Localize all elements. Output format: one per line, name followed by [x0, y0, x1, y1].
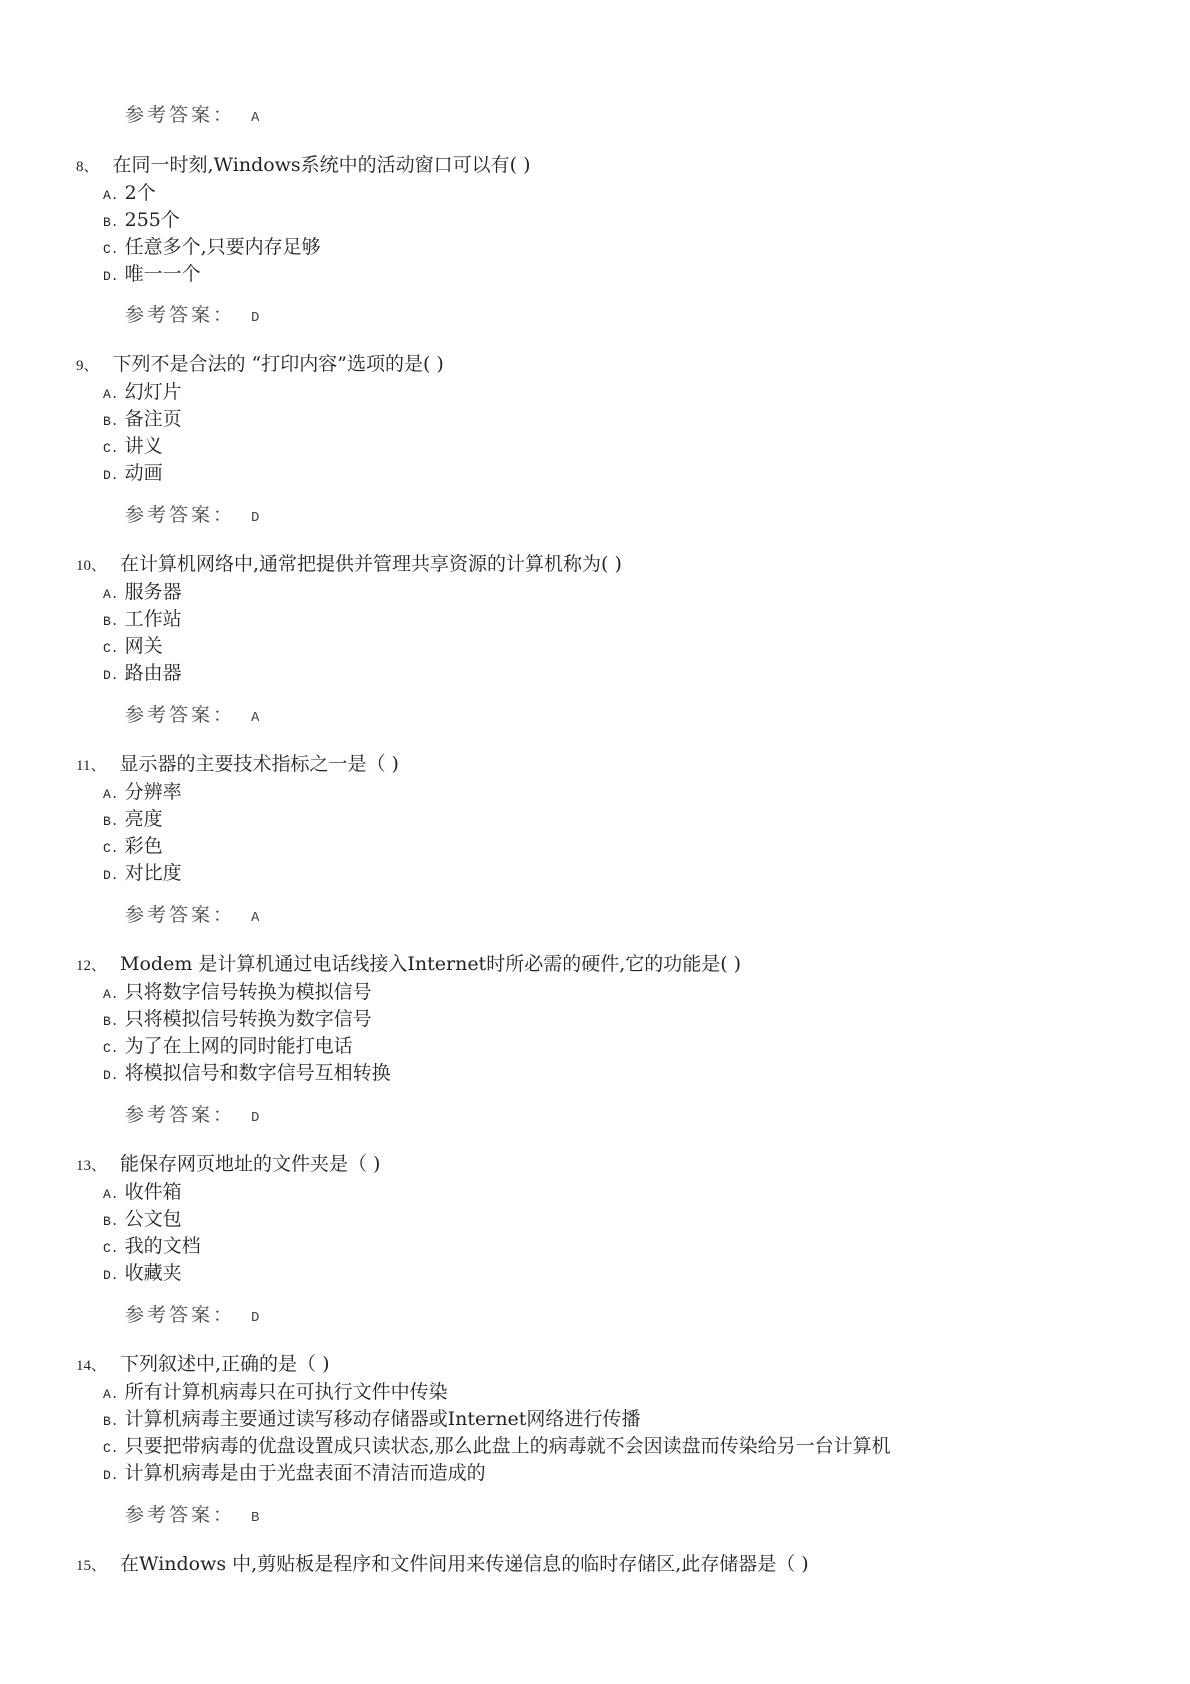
option-letter: D.: [103, 1268, 119, 1283]
option-text: 为了在上网的同时能打电话: [124, 1035, 353, 1057]
option-text: 唯一一个: [124, 263, 201, 285]
question-text: 显示器的主要技术指标之一是（ ): [119, 753, 399, 775]
question-number: 9、: [76, 358, 99, 374]
question-text: 下列叙述中,正确的是（ ): [120, 1353, 330, 1375]
answer-label: 参考答案：: [125, 1504, 236, 1526]
option-c: [103, 1231, 201, 1258]
answer-label: 参考答案：: [125, 1104, 236, 1126]
option-text: 所有计算机病毒只在可执行文件中传染: [124, 1381, 448, 1403]
answer-line: [125, 1100, 260, 1127]
option-text: 幻灯片: [124, 381, 182, 403]
option-letter: B.: [103, 1414, 119, 1429]
option-text: 只将模拟信号转换为数字信号: [124, 1008, 372, 1030]
option-text: 收件箱: [124, 1181, 182, 1203]
option-text: 亮度: [124, 808, 163, 830]
question-14: [76, 1349, 330, 1376]
option-letter: A.: [103, 1387, 119, 1402]
option-d: [103, 458, 163, 485]
option-a: [103, 1377, 448, 1404]
option-text: 将模拟信号和数字信号互相转换: [124, 1062, 391, 1084]
answer-label: 参考答案：: [125, 1304, 236, 1326]
option-text: 任意多个,只要内存足够: [124, 236, 321, 258]
option-b: [103, 205, 180, 232]
option-b: [103, 1004, 372, 1031]
option-text: 动画: [124, 462, 163, 484]
option-text: 分辨率: [124, 781, 182, 803]
answer-value: D: [251, 1110, 261, 1126]
option-text: 255个: [124, 209, 180, 231]
option-letter: A.: [103, 188, 119, 203]
answer-line: [125, 500, 260, 527]
option-letter: D.: [103, 468, 119, 483]
answer-label: 参考答案：: [125, 904, 236, 926]
option-d: [103, 1458, 486, 1485]
option-b: [103, 404, 182, 431]
option-letter: C.: [103, 1041, 119, 1056]
answer-value: A: [251, 110, 261, 126]
option-c: [103, 631, 163, 658]
option-letter: B.: [103, 414, 119, 429]
option-text: 网关: [124, 635, 163, 657]
option-letter: B.: [103, 1214, 119, 1229]
option-text: 讲义: [124, 435, 163, 457]
option-text: 路由器: [124, 662, 182, 684]
option-a: [103, 777, 182, 804]
option-c: [103, 1031, 353, 1058]
question-text: 能保存网页地址的文件夹是（ ): [120, 1153, 381, 1175]
option-letter: D.: [103, 868, 119, 883]
option-text: 彩色: [124, 835, 163, 857]
option-a: [103, 977, 372, 1004]
option-c: [103, 831, 163, 858]
question-text: 下列不是合法的 “打印内容”选项的是( ): [112, 353, 444, 375]
option-text: 服务器: [124, 581, 182, 603]
option-letter: B.: [103, 614, 119, 629]
answer-line: [125, 1300, 260, 1327]
option-b: [103, 1204, 182, 1231]
option-b: [103, 804, 163, 831]
option-letter: D.: [103, 269, 119, 284]
option-c: [103, 431, 163, 458]
answer-line: [125, 100, 260, 127]
option-d: [103, 1058, 391, 1085]
option-d: [103, 658, 182, 685]
option-d: [103, 858, 182, 885]
option-d: [103, 1258, 182, 1285]
option-letter: C.: [103, 242, 119, 257]
answer-label: 参考答案：: [125, 504, 236, 526]
option-text: 只将数字信号转换为模拟信号: [124, 981, 372, 1003]
option-letter: A.: [103, 387, 119, 402]
option-letter: D.: [103, 668, 119, 683]
option-text: 对比度: [124, 862, 182, 884]
option-text: 只要把带病毒的优盘设置成只读状态,那么此盘上的病毒就不会因读盘而传染给另一台计算机: [124, 1435, 891, 1457]
answer-line: [125, 900, 260, 927]
option-letter: D.: [103, 1068, 119, 1083]
question-13: [76, 1149, 380, 1176]
option-letter: A.: [103, 987, 119, 1002]
question-text: Modem 是计算机通过电话线接入Internet时所必需的硬件,它的功能是( ): [120, 953, 742, 975]
option-letter: C.: [103, 1441, 119, 1456]
answer-label: 参考答案：: [125, 104, 236, 126]
answer-value: A: [251, 710, 261, 726]
question-10: [76, 549, 622, 576]
option-letter: D.: [103, 1468, 119, 1483]
answer-value: B: [251, 1510, 261, 1526]
option-text: 2个: [124, 182, 156, 204]
option-a: [103, 577, 182, 604]
option-b: [103, 604, 182, 631]
answer-line: [125, 1500, 260, 1527]
question-number: 14、: [76, 1358, 107, 1374]
option-letter: C.: [103, 641, 119, 656]
question-number: 10、: [76, 558, 107, 574]
option-text: 公文包: [124, 1208, 182, 1230]
option-b: [103, 1404, 640, 1431]
question-8: [76, 150, 531, 177]
answer-value: D: [251, 1310, 261, 1326]
question-number: 13、: [76, 1158, 107, 1174]
question-number: 11、: [76, 758, 106, 774]
option-letter: C.: [103, 441, 119, 456]
answer-value: A: [251, 910, 261, 926]
answer-value: D: [251, 510, 261, 526]
answer-label: 参考答案：: [125, 304, 236, 326]
option-letter: C.: [103, 1241, 119, 1256]
option-a: [103, 178, 156, 205]
option-letter: A.: [103, 1187, 119, 1202]
question-text: 在计算机网络中,通常把提供并管理共享资源的计算机称为( ): [120, 553, 622, 575]
question-number: 15、: [76, 1558, 107, 1574]
question-15: [76, 1549, 809, 1576]
question-text: 在同一时刻,Windows系统中的活动窗口可以有( ): [112, 154, 531, 176]
answer-label: 参考答案：: [125, 704, 236, 726]
option-letter: B.: [103, 814, 119, 829]
option-letter: A.: [103, 787, 119, 802]
option-letter: C.: [103, 841, 119, 856]
option-text: 备注页: [124, 408, 182, 430]
option-letter: B.: [103, 1014, 119, 1029]
option-a: [103, 1177, 182, 1204]
question-text: 在Windows 中,剪贴板是程序和文件间用来传递信息的临时存储区,此存储器是（ ): [120, 1553, 809, 1575]
option-text: 我的文档: [124, 1235, 201, 1257]
answer-line: [125, 300, 260, 327]
option-text: 收藏夹: [124, 1262, 182, 1284]
question-9: [76, 349, 444, 376]
option-d: [103, 259, 201, 286]
option-c: [103, 1431, 891, 1458]
answer-line: [125, 700, 260, 727]
option-a: [103, 377, 182, 404]
option-c: [103, 232, 321, 259]
option-letter: A.: [103, 587, 119, 602]
question-11: [76, 749, 399, 776]
option-letter: B.: [103, 215, 119, 230]
option-text: 工作站: [124, 608, 182, 630]
answer-value: D: [251, 310, 261, 326]
question-12: [76, 949, 741, 976]
question-number: 12、: [76, 958, 107, 974]
option-text: 计算机病毒主要通过读写移动存储器或Internet网络进行传播: [124, 1408, 641, 1430]
option-text: 计算机病毒是由于光盘表面不清洁而造成的: [124, 1462, 486, 1484]
question-number: 8、: [76, 159, 99, 175]
